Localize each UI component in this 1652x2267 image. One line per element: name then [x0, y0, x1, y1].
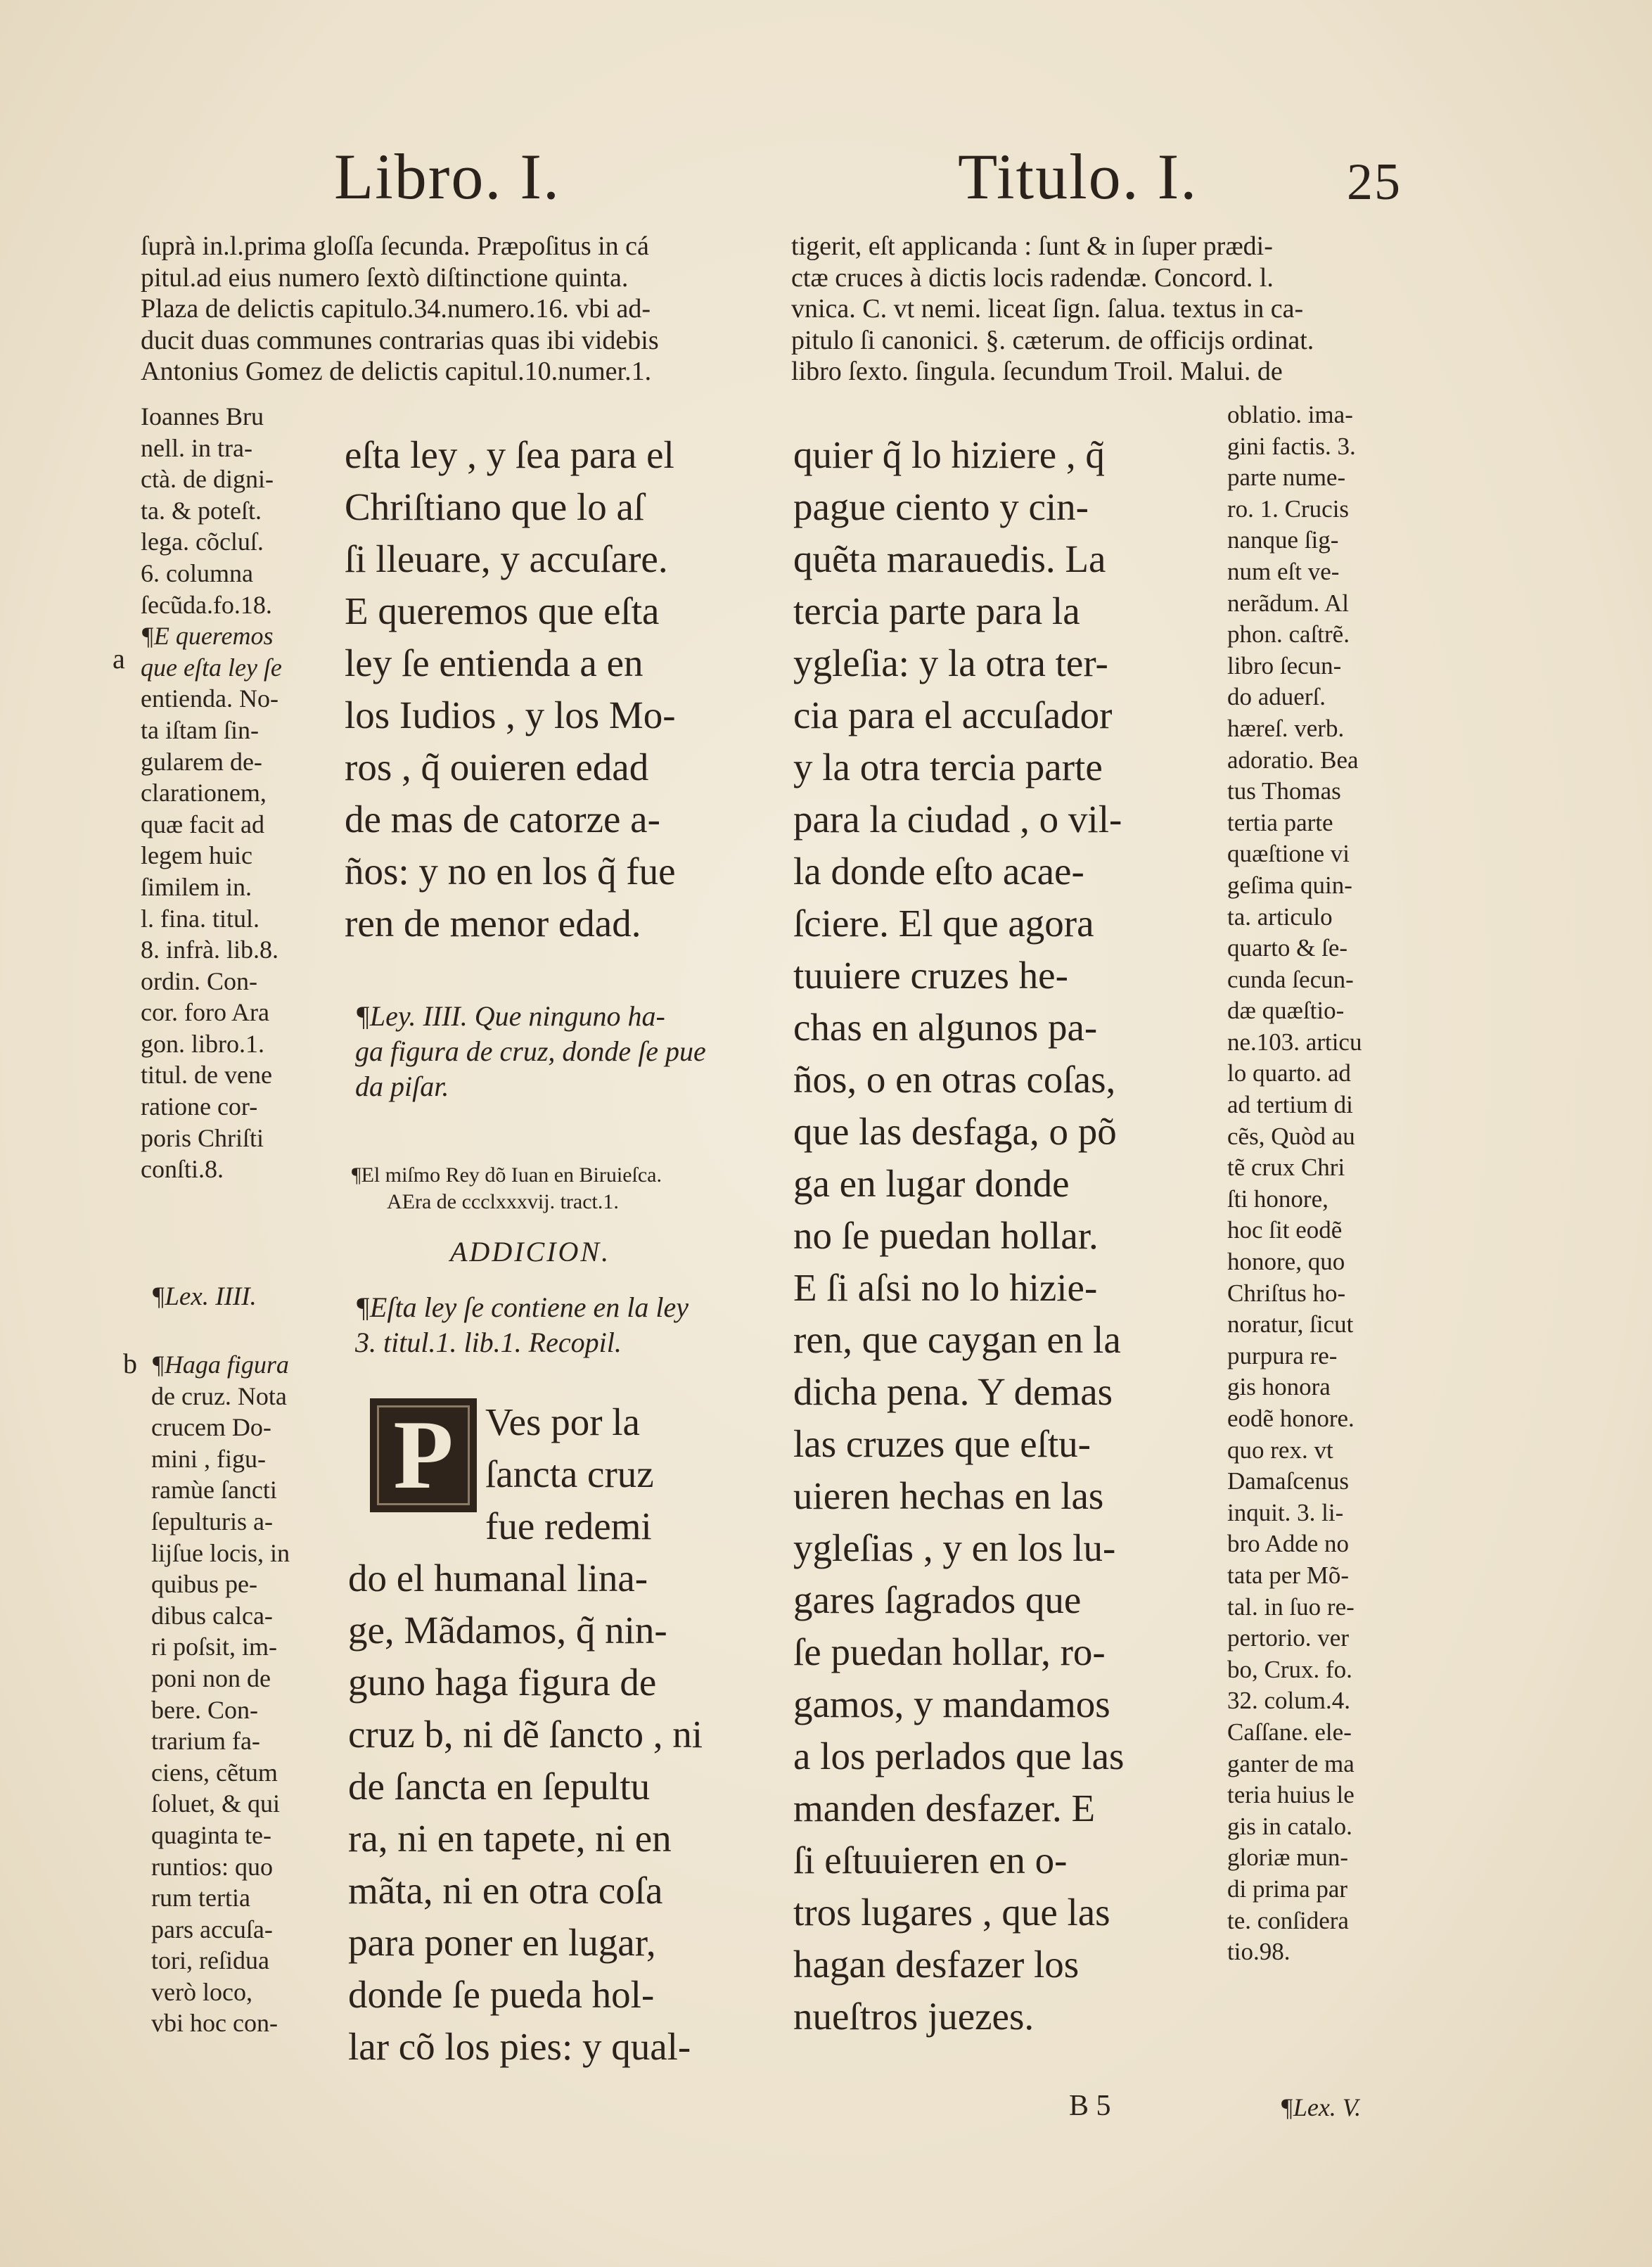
gloss-line: conſti.8. [141, 1155, 224, 1184]
heading-line: da piſar. [355, 1071, 449, 1102]
gloss-line: quæ facit ad [141, 810, 264, 838]
gloss-line: tus Thomas [1227, 777, 1341, 805]
gloss-line: do aduerſ. [1227, 683, 1326, 711]
gloss-line: trarium fa- [151, 1727, 260, 1756]
gloss-line: poni non de [151, 1663, 271, 1692]
heading-line: ¶Ley. IIII. Que ninguno ha- [355, 1000, 665, 1032]
gloss-line: ſoluet, & qui [151, 1789, 280, 1818]
text-line: tuuiere cruzes he- [793, 954, 1068, 997]
gloss-line: eodẽ honore. [1227, 1405, 1355, 1432]
gloss-line: l. fina. titul. [141, 904, 260, 933]
text-line: ren de menor edad. [345, 902, 641, 945]
gloss-line: hoc ſit eodẽ [1227, 1216, 1343, 1244]
text-line: ſi eſtuuieren en o- [793, 1839, 1068, 1882]
gloss-line: clarationem, [141, 779, 267, 807]
text-line: manden desfazer. E [793, 1787, 1096, 1829]
gloss-line: mini , figu- [151, 1444, 266, 1473]
text-line: pague ciento y cin- [793, 485, 1089, 528]
gloss-line: Antonius Gomez de delictis capitul.10.numer.1. [141, 357, 652, 387]
right-margin-gloss [1227, 400, 1362, 1968]
gloss-line: ſecũda.fo.18. [141, 590, 272, 619]
gloss-line: gini factis. 3. [1227, 432, 1356, 460]
gloss-line: ¶Haga figura [151, 1350, 289, 1379]
gloss-line: bere. Con- [151, 1695, 258, 1724]
gloss-line: ſimilem in. [141, 872, 252, 901]
text-line: fue redemi [485, 1505, 652, 1547]
gloss-line: nanque ſig- [1227, 526, 1339, 554]
gloss-line: bro Adde no [1227, 1530, 1350, 1558]
text-line: lar cõ los pies: y qual- [348, 2025, 691, 2068]
gloss-line: parte nume- [1227, 464, 1346, 492]
gloss-line: ne.103. articu [1227, 1028, 1362, 1056]
gloss-line: ad tertium di [1227, 1091, 1353, 1119]
gloss-line: quarto & ſe- [1227, 934, 1348, 962]
gloss-line: verò loco, [151, 1977, 252, 2006]
running-head-title: Titulo. I. [958, 141, 1198, 212]
gloss-line: bo, Crux. fo. [1227, 1655, 1352, 1683]
gloss-line: honore, quo [1227, 1248, 1345, 1276]
gloss-line: tal. in ſuo re- [1227, 1592, 1355, 1621]
gloss-line: dibus calca- [151, 1601, 273, 1630]
gloss-line: ctæ cruces à dictis locis radendæ. Concord. l. [791, 262, 1274, 293]
text-line: ños: y no en los q̃ fue [345, 850, 676, 893]
running-head-book: Libro. I. [334, 141, 561, 212]
rey-attribution [352, 1162, 662, 1215]
text-line: chas en algunos pa- [793, 1006, 1098, 1049]
gloss-line: libro ſexto. ſingula. ſecundum Troil. Malui. de [791, 357, 1283, 387]
gloss-line: titul. de vene [141, 1061, 272, 1090]
main-column-1 [345, 429, 676, 950]
gloss-line: lo quarto. ad [1227, 1059, 1351, 1087]
gloss-line: poris Chriſti [141, 1123, 264, 1152]
text-line: ſciere. El que agora [793, 902, 1094, 945]
addicion-title: ADDICION. [450, 1236, 611, 1267]
text-line: Ves por la [485, 1400, 640, 1443]
text-line: ren, que caygan en la [793, 1318, 1121, 1361]
gloss-line: gon. libro.1. [141, 1029, 264, 1058]
text-line: gamos, y mandamos [793, 1682, 1110, 1725]
text-line: guno haga figura de [348, 1661, 657, 1704]
gloss-line: lijſue locis, in [151, 1538, 290, 1567]
text-line: Chriſtiano que lo aſ [345, 485, 645, 528]
text-line: la donde eſto acae- [793, 850, 1084, 893]
text-line: nueſtros juezes. [793, 1995, 1035, 2038]
gloss-line: ta. articulo [1227, 902, 1333, 931]
gloss-line: de cruz. Nota [151, 1381, 287, 1410]
text-line: E queremos que eſta [345, 589, 660, 632]
text-line: no ſe puedan hollar. [793, 1214, 1099, 1257]
gloss-line: ganter de ma [1227, 1749, 1355, 1777]
top-left-gloss [141, 231, 659, 388]
text-line: ygleſia: y la otra ter- [793, 641, 1108, 684]
gloss-line: quo rex. vt [1227, 1436, 1333, 1464]
left-margin-gloss [141, 401, 282, 1185]
gloss-line: te. conſidera [1227, 1906, 1349, 1934]
text-line: y la otra tercia parte [793, 746, 1103, 788]
text-line: de mas de catorze a- [345, 798, 660, 841]
text-line: hagan desfazer los [793, 1943, 1080, 1986]
gloss-line: quaginta te- [151, 1820, 271, 1849]
gloss-line: 6. columna [141, 558, 253, 587]
gloss-line: ordin. Con- [141, 966, 257, 995]
gloss-line: Plaza de delictis capitulo.34.numero.16. vbi ad- [141, 294, 651, 324]
gloss-line: hæreſ. verb. [1227, 714, 1345, 742]
text-line: donde ſe pueda hol- [348, 1973, 655, 2016]
gloss-line: tio.98. [1227, 1938, 1291, 1966]
text-line: do el humanal lina- [348, 1557, 648, 1599]
addicion-line: 3. titul.1. lib.1. Recopil. [355, 1327, 622, 1358]
gloss-line: cunda ſecun- [1227, 965, 1354, 993]
addicion-line: ¶Eſta ley ſe contiene en la ley [355, 1291, 689, 1323]
text-line: E ſi aſsi no lo hizie- [793, 1266, 1098, 1309]
text-line: tros lugares , que las [793, 1891, 1110, 1934]
gloss-line: legem huic [141, 841, 252, 870]
text-line: dicha pena. Y demas [793, 1370, 1113, 1413]
gloss-line: cẽs, Quòd au [1227, 1122, 1355, 1150]
text-line: mãta, ni en otra coſa [348, 1869, 663, 1912]
gloss-line: tata per Mõ- [1227, 1561, 1349, 1589]
text-line: ga en lugar donde [793, 1162, 1070, 1205]
gloss-line: quibus pe- [151, 1570, 257, 1599]
text-line: para poner en lugar, [348, 1921, 656, 1964]
attribution-line: AEra de ccclxxxvij. tract.1. [387, 1190, 619, 1213]
gloss-line: gularem de- [141, 747, 262, 776]
gloss-line: gis honora [1227, 1373, 1331, 1401]
addicion-text [355, 1290, 689, 1360]
gloss-line: adoratio. Bea [1227, 746, 1359, 774]
text-line: ra, ni en tapete, ni en [348, 1817, 672, 1860]
gloss-line: dæ quæſtio- [1227, 997, 1345, 1025]
gloss-line: ri poſsit, im- [151, 1633, 277, 1661]
gloss-line: ducit duas communes contrarias quas ibi videbis [141, 325, 659, 355]
gloss-line: ciens, cẽtum [151, 1758, 278, 1787]
gloss-line: ſti honore, [1227, 1184, 1328, 1213]
text-line: cia para el accuſador [793, 694, 1113, 736]
gloss-line: ſuprà in.l.prima gloſſa ſecunda. Præpoſitus in cá [141, 231, 649, 261]
left-margin-gloss-b [151, 1349, 290, 2039]
text-line: para la ciudad , o vil- [793, 798, 1122, 841]
text-line: ge, Mãdamos, q̃ nin- [348, 1609, 667, 1652]
gloss-line: pitulo ſi canonici. §. cæterum. de officijs ordinat. [791, 325, 1314, 355]
text-line: uieren hechas en las [793, 1474, 1104, 1517]
gloss-line: purpura re- [1227, 1341, 1338, 1369]
text-line: de ſancta en ſepultu [348, 1765, 651, 1808]
signature-mark: B 5 [1069, 2090, 1111, 2122]
text-line: quier q̃ lo hiziere , q̃ [793, 433, 1105, 476]
col1-continuation [348, 1552, 703, 2073]
gloss-line: ſepulturis a- [151, 1507, 273, 1535]
gloss-line: vbi hoc con- [151, 2009, 278, 2038]
heading-line: ga figura de cruz, donde ſe pue [355, 1035, 706, 1067]
text-line: las cruzes que eſtu- [793, 1422, 1091, 1465]
text-line: ſe puedan hollar, ro- [793, 1630, 1106, 1673]
attribution-line: ¶El miſmo Rey dõ Iuan en Biruieſca. [352, 1163, 662, 1187]
page-number: 25 [1347, 153, 1402, 211]
text-line: ley ſe entienda a en [345, 641, 643, 684]
main-column-2 [793, 429, 1124, 2043]
note-marker-b: b [123, 1348, 137, 1379]
text-line: eſta ley , y ſea para el [345, 433, 674, 476]
gloss-line: noratur, ſicut [1227, 1310, 1354, 1339]
gloss-line: que eſta ley ſe [141, 653, 282, 682]
gloss-line: vnica. C. vt nemi. liceat ſign. ſalua. textus in ca- [791, 294, 1304, 324]
gloss-line: crucem Do- [151, 1413, 271, 1442]
gloss-line: 8. infrà. lib.8. [141, 935, 278, 964]
gloss-line: ta iſtam ſin- [141, 715, 259, 744]
text-line: cruz b, ni dẽ ſancto , ni [348, 1713, 703, 1756]
ley-heading [355, 999, 706, 1104]
gloss-line: nell. in tra- [141, 433, 252, 462]
gloss-line: cor. foro Ara [141, 998, 269, 1027]
text-line: ſi lleuare, y accuſare. [345, 537, 668, 580]
gloss-line: tertia parte [1227, 808, 1333, 836]
gloss-line: ramùe ſancti [151, 1476, 277, 1505]
gloss-line: tẽ crux Chri [1227, 1154, 1345, 1182]
catchword: ¶Lex. V. [1280, 2093, 1362, 2121]
gloss-line: Damaſcenus [1227, 1467, 1349, 1495]
left-gloss-lex: ¶Lex. IIII. [151, 1282, 257, 1311]
gloss-line: lega. cõcluſ. [141, 528, 264, 556]
gloss-line: Ioannes Bru [141, 402, 264, 430]
text-line: tercia parte para la [793, 589, 1080, 632]
gloss-line: entienda. No- [141, 684, 278, 713]
gloss-line: gloriæ mun- [1227, 1844, 1349, 1872]
gloss-line: Chriſtus ho- [1227, 1279, 1346, 1307]
gloss-line: ctà. de digni- [141, 465, 274, 494]
col1-initial-lines [485, 1396, 654, 1552]
gloss-line: tori, reſidua [151, 1946, 269, 1975]
gloss-line: pitul.ad eius numero ſextò diſtinctione quinta. [141, 262, 629, 293]
gloss-line: libro ſecun- [1227, 651, 1342, 679]
note-marker-a: a [113, 643, 125, 675]
text-line: ños, o en otras coſas, [793, 1058, 1116, 1101]
decorated-initial [370, 1398, 477, 1512]
gloss-line: runtios: quo [151, 1852, 274, 1881]
gloss-line: phon. caſtrẽ. [1227, 620, 1350, 649]
gloss-line: tigerit, eſt applicanda : ſunt & in ſuper prædi- [791, 231, 1273, 261]
gloss-line: pars accuſa- [151, 1915, 273, 1943]
gloss-line: teria huius le [1227, 1781, 1355, 1809]
gloss-line: inquit. 3. li- [1227, 1498, 1344, 1526]
gloss-line: Caſſane. ele- [1227, 1718, 1352, 1746]
gloss-line: ¶E queremos [141, 622, 274, 651]
gloss-line: num eſt ve- [1227, 557, 1340, 585]
text-line: ygleſias , y en los lu- [793, 1526, 1116, 1569]
gloss-line: quæſtione vi [1227, 840, 1350, 868]
gloss-line: rum tertia [151, 1884, 250, 1912]
gloss-line: geſima quin- [1227, 871, 1352, 899]
gloss-line: ratione cor- [141, 1092, 258, 1121]
text-line: que las desfaga, o põ [793, 1110, 1117, 1153]
text-line: ſancta cruz [485, 1452, 654, 1495]
gloss-line: ro. 1. Crucis [1227, 494, 1350, 523]
gloss-line: oblatio. ima- [1227, 401, 1353, 428]
gloss-line: pertorio. ver [1227, 1624, 1349, 1652]
text-line: ros , q̃ ouieren edad [345, 746, 649, 788]
text-line: los Iudios , y los Mo- [345, 694, 676, 736]
text-line: a los perlados que las [793, 1735, 1125, 1777]
initial-letter: P [393, 1400, 454, 1509]
gloss-line: di prima par [1227, 1875, 1348, 1903]
gloss-line: 32. colum.4. [1227, 1687, 1350, 1715]
gloss-line: nerãdum. Al [1227, 589, 1350, 617]
text-line: quẽta marauedis. La [793, 537, 1106, 580]
text-line: gares ſagrados que [793, 1578, 1082, 1621]
gloss-line: ta. & poteſt. [141, 496, 262, 525]
top-right-gloss [791, 231, 1314, 388]
gloss-line: gis in catalo. [1227, 1812, 1352, 1840]
initial-ornament [377, 1405, 470, 1505]
